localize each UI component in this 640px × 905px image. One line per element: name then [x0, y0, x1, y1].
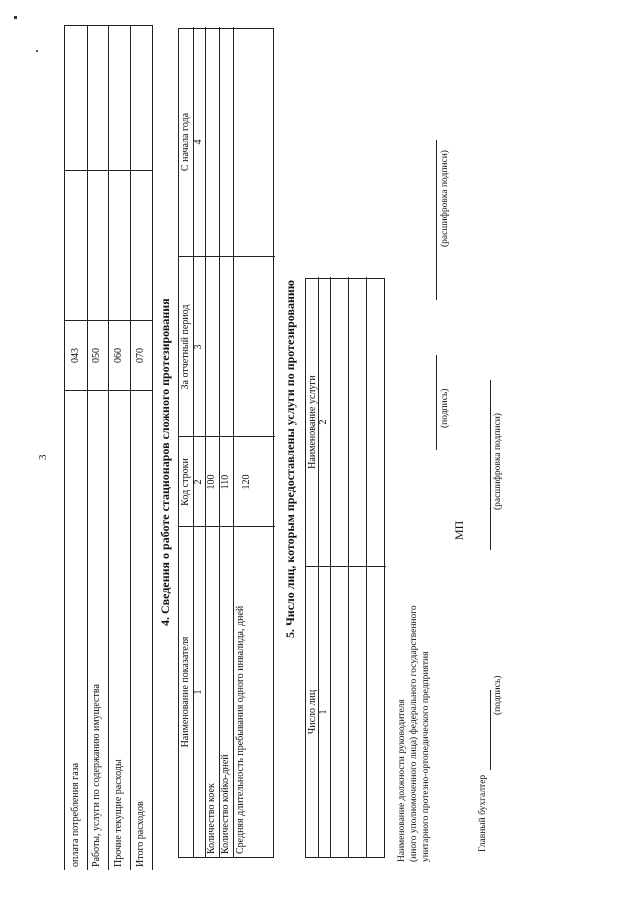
header-number: 2	[318, 419, 329, 425]
scan-mark	[36, 50, 38, 52]
table-row	[108, 25, 131, 870]
row-code: 060	[108, 320, 130, 390]
row-label: Количество коек	[206, 783, 217, 854]
header-number: 1	[318, 709, 329, 715]
head-title-line2: (иного уполномоченного лица) федерального государственного	[409, 605, 419, 862]
row-label: Итого расходов	[130, 390, 152, 870]
row-code: 120	[241, 474, 252, 490]
row-label: оплата потребления газа	[65, 390, 87, 870]
header-service: Наименование услуги	[307, 375, 318, 469]
cell-year[interactable]	[130, 25, 152, 170]
header-indicator: Наименование показателя	[180, 636, 191, 748]
expenses-table	[64, 25, 152, 870]
hospital-table	[178, 28, 274, 858]
header-year: С начала года	[180, 112, 191, 172]
cell-year[interactable]	[86, 25, 108, 170]
table-row	[64, 25, 88, 870]
header-number: 3	[193, 344, 204, 350]
row-label: Количество койко-дней	[220, 754, 231, 854]
header-number: 1	[193, 689, 204, 695]
section4-title: 4. Сведения о работе стационаров сложного протезирования	[158, 298, 172, 626]
cell-period[interactable]	[86, 170, 108, 320]
stamp-label: МП	[452, 520, 466, 540]
services-table	[305, 278, 385, 858]
head-signature-caption: (подпись)	[440, 388, 450, 428]
accountant-signature-caption: (подпись)	[493, 675, 503, 715]
row-code: 070	[130, 320, 152, 390]
cell-period[interactable]	[108, 170, 130, 320]
cell-period[interactable]	[65, 170, 87, 320]
accountant-decoding-caption: (расшифровка подписи)	[493, 413, 503, 510]
head-decoding-caption: (расшифровка подписи)	[440, 150, 450, 247]
cell-year[interactable]	[65, 25, 87, 170]
cell-period[interactable]	[130, 170, 152, 320]
cell-year[interactable]	[108, 25, 130, 170]
table-row	[130, 25, 153, 870]
row-label: Работы, услуги по содержанию имущества	[86, 390, 108, 870]
head-title-line1: Наименование должности руководителя	[397, 699, 407, 862]
page-number: 3	[37, 454, 49, 460]
row-label: Средняя длительность пребывания одного инвалида, дней	[235, 605, 246, 854]
row-code: 110	[220, 474, 231, 490]
scan-mark	[14, 16, 17, 19]
row-code: 043	[65, 320, 87, 390]
chief-accountant-label: Главный бухгалтер	[478, 774, 488, 852]
header-code: Код строки	[180, 458, 191, 506]
header-count: Число лиц	[307, 689, 318, 735]
header-number: 4	[193, 139, 204, 145]
row-label: Прочие текущие расходы	[108, 390, 130, 870]
row-code: 050	[86, 320, 108, 390]
head-title-line3: унитарного протезно-ортопедического предприятия	[421, 651, 431, 862]
section5-title: 5. Число лиц, которым предоставлены услуги по протезированию	[283, 280, 297, 638]
row-code: 100	[206, 474, 217, 490]
header-number: 2	[193, 479, 204, 485]
table-row	[86, 25, 109, 870]
header-period: За отчетный период	[180, 304, 191, 390]
